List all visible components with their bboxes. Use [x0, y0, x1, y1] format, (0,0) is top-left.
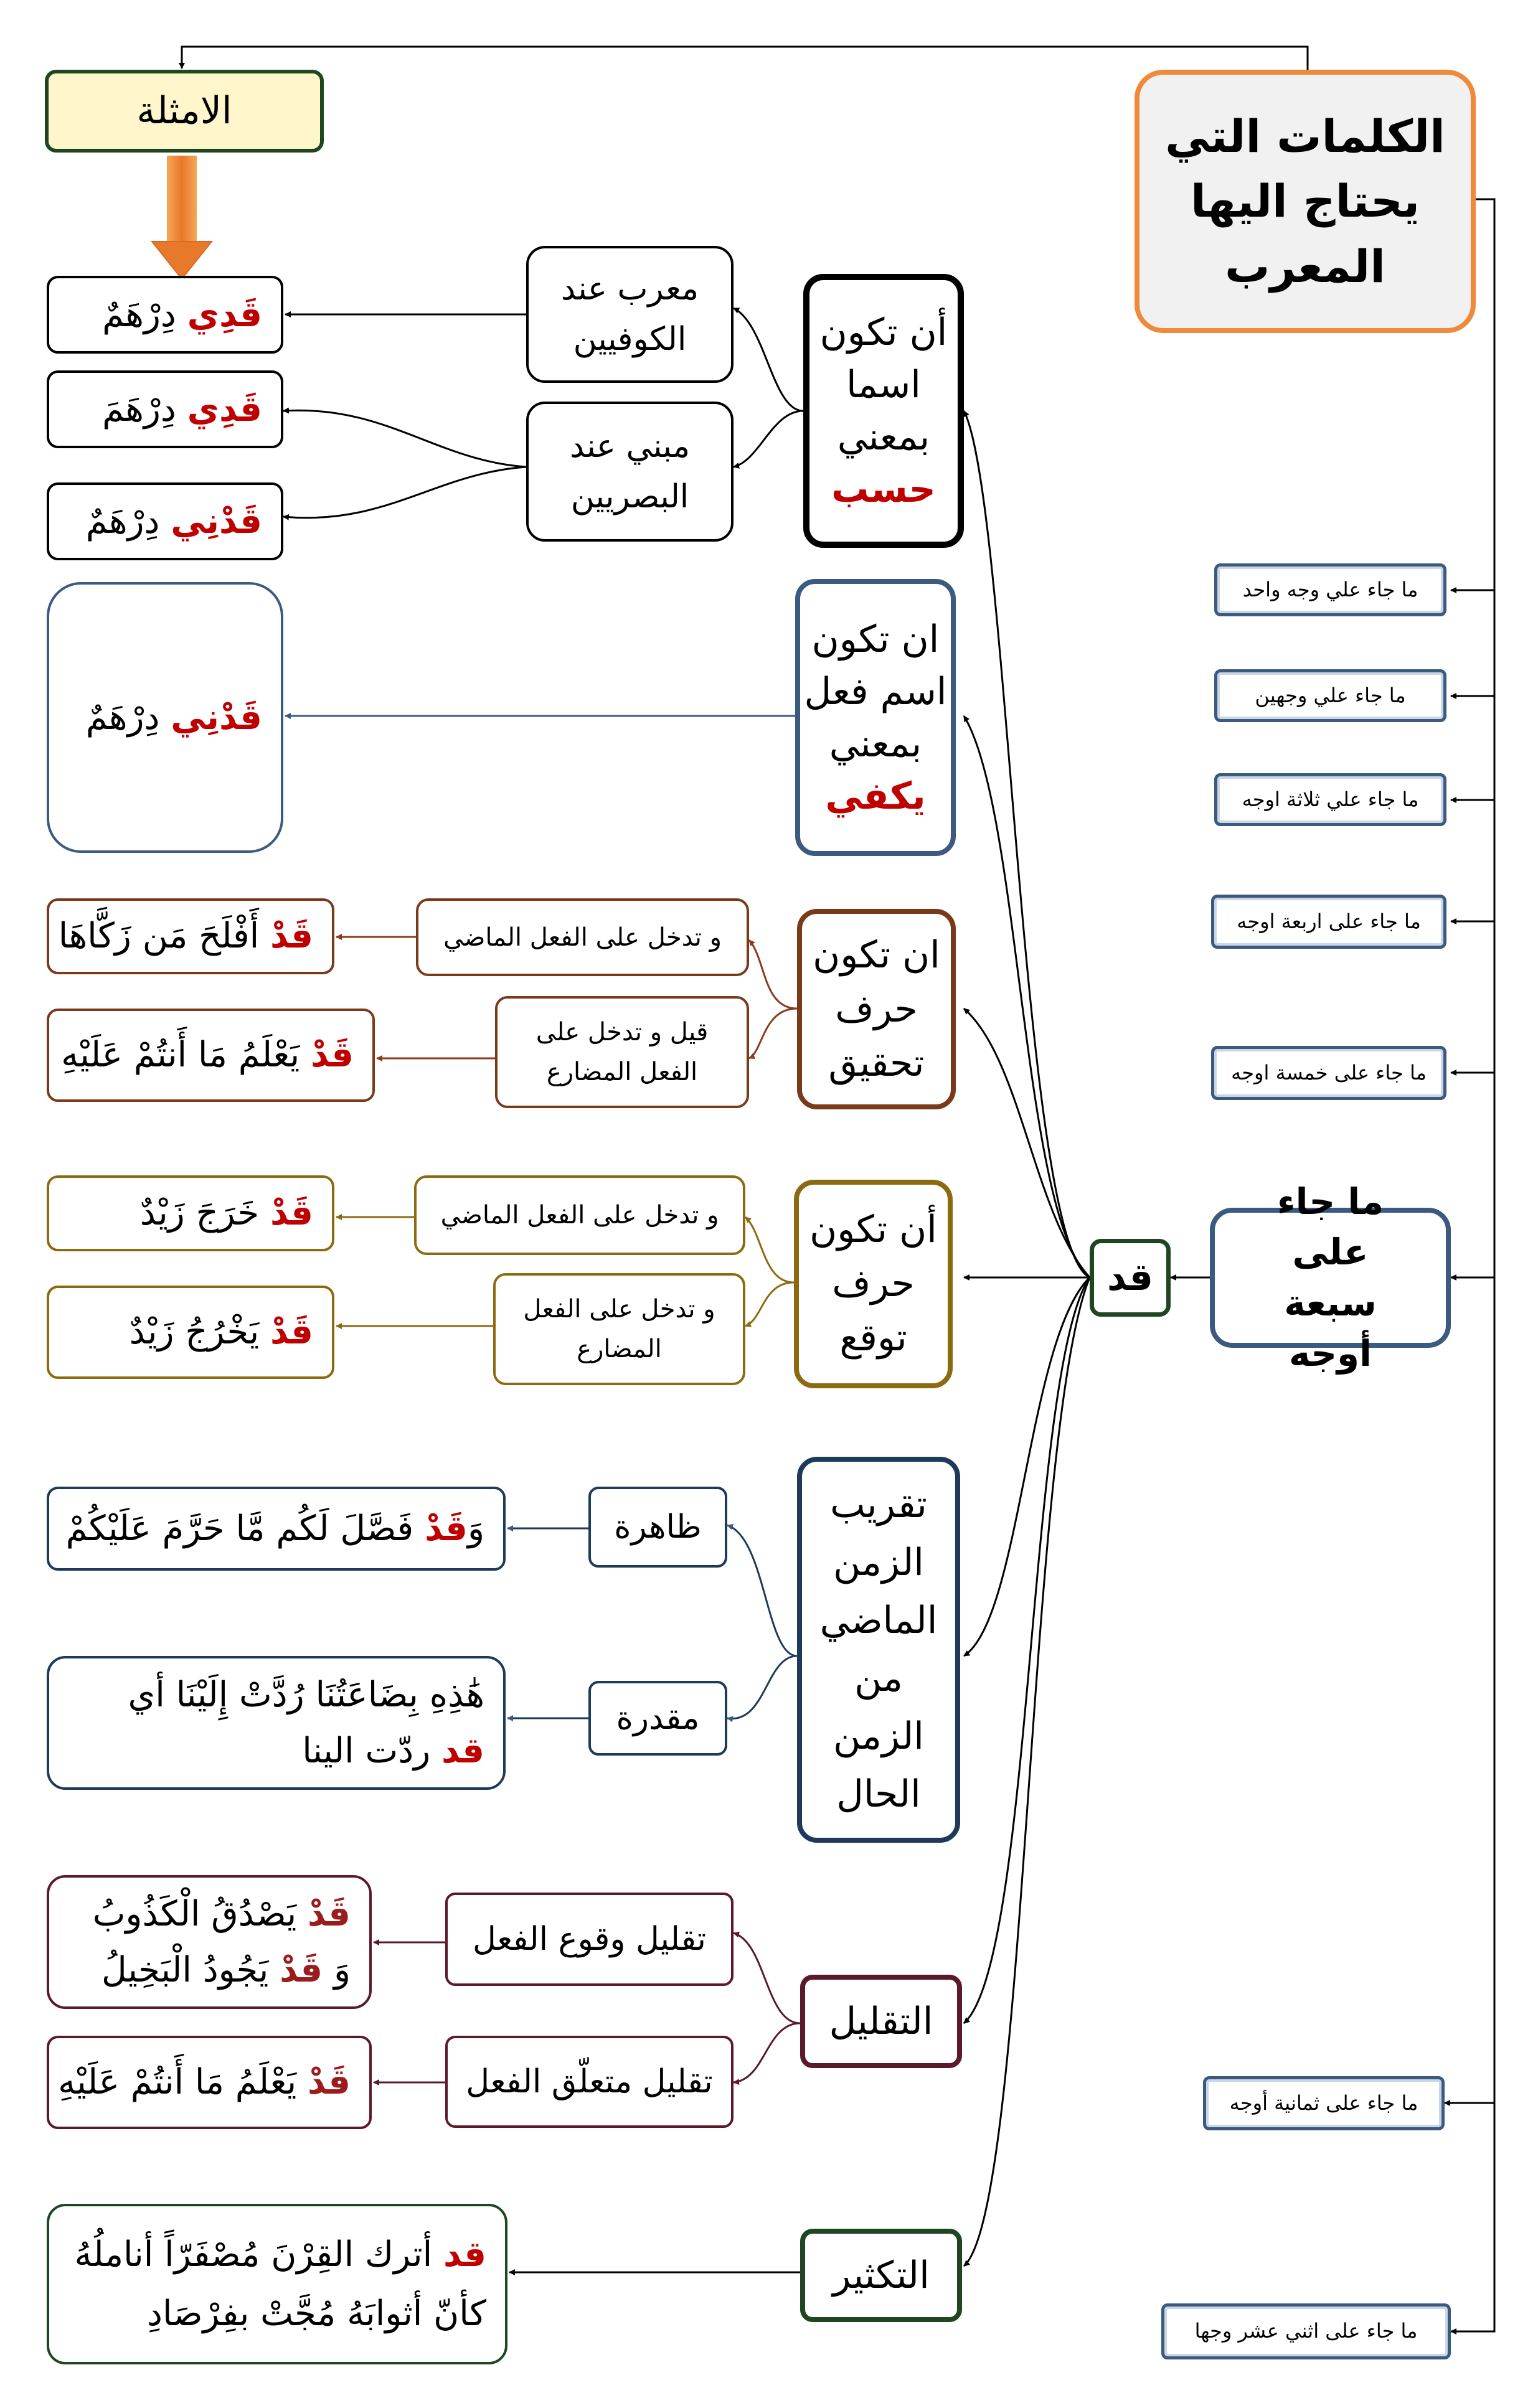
example-keyword: قَدْ [270, 1312, 313, 1353]
sidebar-item-twelve-faces[interactable] [1161, 2303, 1451, 2359]
meaning-label: ان تكون اسم فعل بمعني [804, 617, 947, 766]
example-text: ردّت الينا [302, 1730, 441, 1771]
example-keyword: قد [441, 1730, 484, 1771]
meaning-tahqiq[interactable] [797, 909, 956, 1109]
meaning-taqlil[interactable] [800, 1975, 962, 2068]
example-text: يَعْلَمُ مَا أَنتُمْ عَلَيْهِ [58, 2062, 308, 2103]
meaning-keyword: يكفي [825, 774, 926, 818]
example-keyword: قد [443, 2234, 486, 2275]
example-qadi-dirhamun [47, 276, 283, 354]
meaning-label: التقليل [829, 1999, 933, 2043]
sidebar-item-label: ما جاء على سبعة أوجه [1276, 1180, 1384, 1375]
example-text: وَ [323, 1949, 351, 1990]
example-text: أترك القِرْنَ مُصْفَرّاً أناملُهُ [74, 2234, 443, 2275]
example-text: فَصَّلَ لَكُم مَّا حَرَّمَ عَلَيْكُمْ [65, 1508, 425, 1549]
example-keyword: قَدْنِي [171, 697, 262, 738]
meaning-verbal-noun-yakfi[interactable] [795, 579, 956, 856]
example-text: يَعْلَمُ مَا أَنتُمْ عَلَيْهِ [61, 1035, 311, 1076]
example-text: دِرْهَمٌ [85, 501, 171, 542]
examples-title: الامثلة [136, 89, 232, 133]
example-text: وَ [467, 1508, 484, 1549]
example-keyword: قَدْ [307, 2062, 351, 2103]
example-qadi-dirhama [47, 370, 283, 448]
center-node-qad[interactable] [1090, 1239, 1171, 1317]
sidebar-item-five-faces[interactable] [1211, 1046, 1446, 1100]
meaning-label: أن تكون اسما بمعني [819, 311, 948, 459]
meaning-taktheer[interactable] [800, 2229, 962, 2322]
sub-hasb-basri[interactable] [526, 402, 734, 542]
sub-tawaqqu-madi[interactable] [414, 1175, 745, 1255]
sidebar-item-label: ما جاء على اربعة اوجه [1237, 909, 1421, 933]
meaning-tawaqqu[interactable] [794, 1180, 953, 1388]
example-qad-yalamu-taqlil [47, 2036, 372, 2129]
sidebar-item-eight-faces[interactable] [1203, 2076, 1445, 2130]
sub-zahira[interactable] [588, 1487, 727, 1568]
example-keyword: قَدْ [307, 1893, 351, 1934]
meaning-keyword: حسب [831, 468, 936, 511]
sidebar-item-one-face[interactable] [1214, 563, 1446, 616]
examples-title-box [45, 70, 324, 153]
example-text: خَرَجَ زَيْدٌ [139, 1193, 270, 1234]
meaning-label: التكثير [833, 2253, 930, 2297]
meaning-noun-hasb[interactable] [803, 274, 964, 548]
sidebar-item-label: ما جاء على اثني عشر وجها [1194, 2319, 1418, 2343]
main-title-box [1135, 70, 1476, 333]
sidebar-item-four-faces[interactable] [1211, 895, 1446, 949]
sub-label: قيل و تدخل على الفعل المضارع [535, 1018, 709, 1086]
example-hadhihi-bidaatuna [47, 1656, 506, 1790]
sidebar-item-label: ما جاء علي وجه واحد [1242, 577, 1418, 601]
sidebar-item-seven-faces[interactable] [1210, 1180, 1451, 1375]
example-keyword: قَدِي [187, 388, 262, 430]
sidebar-item-three-faces[interactable] [1214, 773, 1446, 826]
example-qadni-yakfi [47, 582, 283, 853]
sub-label: و تدخل على الفعل المضارع [523, 1295, 715, 1363]
sidebar-item-two-faces[interactable] [1214, 669, 1446, 722]
example-text: أَفْلَحَ مَن زَكَّاهَا [58, 916, 270, 957]
sidebar-item-label: ما جاء علي ثلاثة اوجه [1242, 787, 1419, 811]
example-qad-aflaha [47, 898, 334, 974]
sub-label: و تدخل على الفعل الماضي [440, 1201, 719, 1230]
example-qad-yasduqu [47, 1875, 372, 2009]
example-keyword: قَدْ [280, 1949, 323, 1990]
meaning-label: تقريب الزمن الماضي من الزمن الحال [819, 1483, 938, 1816]
example-text: كأنّ أثوابَهُ مُجَّتْ بفِرْصَادِ [147, 2293, 486, 2334]
example-qad-yalamu [47, 1009, 375, 1102]
meaning-label: أن تكون حرف توقع [809, 1208, 937, 1360]
sub-taqlil-mutaalliq[interactable] [445, 2036, 734, 2128]
meaning-label: ان تكون حرف تحقيق [813, 933, 940, 1085]
example-text: يَجُودُ الْبَخِيلُ [101, 1949, 280, 1990]
sidebar-item-label: ما جاء على ثمانية أوجه [1229, 2091, 1418, 2115]
sidebar-item-label: ما جاء علي وجهين [1255, 683, 1406, 707]
center-word: قد [1107, 1256, 1153, 1299]
sub-tahqiq-madi[interactable] [416, 898, 749, 976]
sub-muqaddara[interactable] [588, 1681, 727, 1756]
sub-label: معرب عند الكوفيين [560, 270, 699, 358]
main-title: الكلمات التي يحتاج اليها المعرب [1165, 110, 1445, 293]
sub-hasb-kufi[interactable] [526, 246, 734, 383]
sub-label: ظاهرة [614, 1508, 702, 1546]
sub-label: و تدخل على الفعل الماضي [443, 923, 722, 952]
example-text: هَٰذِهِ بِضَاعَتُنَا رُدَّتْ إِلَيْنَا أي [128, 1674, 484, 1715]
sub-tawaqqu-mudari[interactable] [493, 1273, 745, 1385]
example-wa-qad-fassala [47, 1487, 506, 1571]
example-qadni-dirhamun [47, 482, 283, 560]
example-qad-kharaja [47, 1175, 334, 1251]
example-text: دِرْهَمَ [102, 388, 187, 430]
sub-label: تقليل وقوع الفعل [472, 1920, 707, 1958]
sub-taqlil-wuqu[interactable] [445, 1893, 734, 1986]
example-keyword: قَدْ [270, 1193, 313, 1234]
example-keyword: قَدِي [187, 294, 262, 335]
example-keyword: قَدْ [270, 916, 313, 957]
example-text: دِرْهَمٌ [102, 294, 187, 335]
example-keyword: قَدْ [310, 1035, 354, 1076]
example-text: دِرْهَمٌ [85, 697, 171, 738]
sidebar-item-label: ما جاء على خمسة اوجه [1231, 1060, 1427, 1084]
example-qad-atruku [47, 2204, 507, 2364]
down-arrow-icon [152, 156, 212, 279]
sub-tahqiq-mudari[interactable] [495, 996, 749, 1108]
example-text: يَصْدُقُ الْكَذُوبُ [92, 1893, 308, 1934]
example-keyword: قَدْ [424, 1508, 468, 1549]
sub-label: مقدرة [616, 1699, 700, 1737]
example-keyword: قَدْنِي [171, 501, 262, 542]
meaning-taqrib[interactable] [797, 1457, 960, 1843]
example-qad-yakhruju [47, 1286, 334, 1379]
sub-label: تقليل متعلّق الفعل [466, 2062, 713, 2100]
sub-label: مبني عند البصريين [569, 427, 691, 515]
example-text: يَخْرُجُ زَيْدٌ [129, 1312, 270, 1353]
